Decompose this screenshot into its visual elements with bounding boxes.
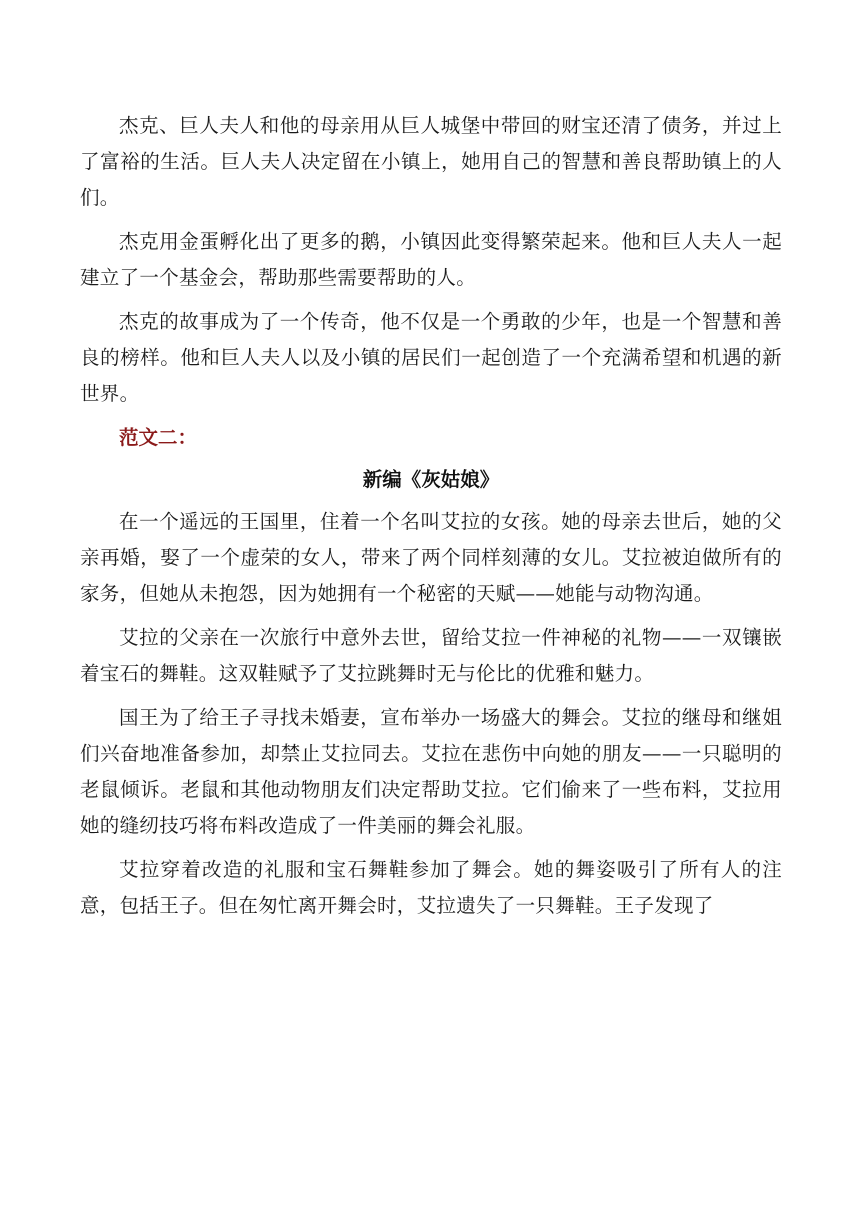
paragraph: 国王为了给王子寻找未婚妻，宣布举办一场盛大的舞会。艾拉的继母和继姐们兴奋地准备参加，却禁止艾拉同去。艾拉在悲伤中向她的朋友——一只聪明的老鼠倾诉。老鼠和其他动物朋友们决定帮助艾拉。它们偷来了一些布料，艾拉用她的缝纫技巧将布料改造成了一件美丽的舞会礼服。 bbox=[80, 706, 782, 837]
paragraph: 杰克用金蛋孵化出了更多的鹅，小镇因此变得繁荣起来。他和巨人夫人一起建立了一个基金会，帮助那些需要帮助的人。 bbox=[80, 230, 782, 289]
paragraph: 杰克、巨人夫人和他的母亲用从巨人城堡中带回的财宝还清了债务，并过上了富裕的生活。巨人夫人决定留在小镇上，她用自己的智慧和善良帮助镇上的人们。 bbox=[80, 114, 782, 209]
section-label: 范文二： bbox=[119, 426, 198, 449]
paragraph: 杰克的故事成为了一个传奇，他不仅是一个勇敢的少年，也是一个智慧和善良的榜样。他和巨人夫人以及小镇的居民们一起创造了一个充满希望和机遇的新世界。 bbox=[80, 310, 782, 405]
document-page bbox=[80, 108, 782, 932]
story-title: 新编《灰姑娘》 bbox=[362, 468, 500, 491]
paragraph: 在一个遥远的王国里，住着一个名叫艾拉的女孩。她的母亲去世后，她的父亲再婚，娶了一个虚荣的女人，带来了两个同样刻薄的女儿。艾拉被迫做所有的家务，但她从未抱怨，因为她拥有一个秘密的天赋——她能与动物沟通。 bbox=[80, 510, 782, 605]
paragraph: 艾拉的父亲在一次旅行中意外去世，留给艾拉一件神秘的礼物——一双镶嵌着宝石的舞鞋。这双鞋赋予了艾拉跳舞时无与伦比的优雅和魅力。 bbox=[80, 626, 782, 685]
paragraph: 艾拉穿着改造的礼服和宝石舞鞋参加了舞会。她的舞姿吸引了所有人的注意，包括王子。但在匆忙离开舞会时，艾拉遗失了一只舞鞋。王子发现了 bbox=[80, 858, 782, 917]
